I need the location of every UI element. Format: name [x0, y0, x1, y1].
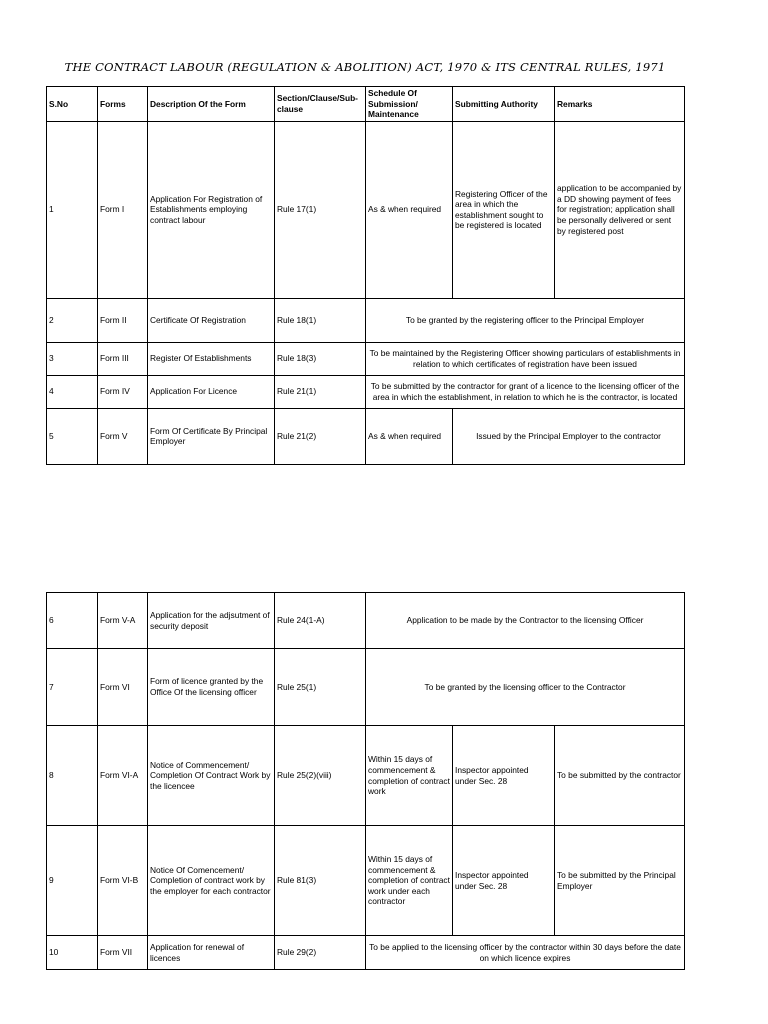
table-row: [47, 726, 685, 826]
cell-section: Rule 81(3): [275, 826, 366, 936]
cell-sno: 7: [47, 649, 98, 726]
table-row: [47, 593, 685, 649]
cell-sno: 10: [47, 936, 98, 970]
cell-description: Application for renewal of licences: [148, 936, 275, 970]
cell-form: Form VI-A: [98, 726, 148, 826]
cell-description: Notice of Commencement/ Completion Of Contract Work by the licencee: [148, 726, 275, 826]
header-description: Description Of the Form: [148, 87, 275, 122]
table-row: [47, 342, 685, 375]
cell-remarks: To be submitted by the Principal Employer: [555, 826, 685, 936]
cell-sno: 1: [47, 121, 98, 298]
cell-form: Form V: [98, 408, 148, 464]
header-remarks: Remarks: [555, 87, 685, 122]
cell-merged-note: To be granted by the registering officer to the Principal Employer: [366, 298, 685, 342]
cell-description: Application For Registration of Establishments employing contract labour: [148, 121, 275, 298]
table-row: [47, 298, 685, 342]
cell-section: Rule 25(2)(viii): [275, 726, 366, 826]
table-row: [47, 408, 685, 464]
cell-section: Rule 17(1): [275, 121, 366, 298]
cell-schedule: Within 15 days of commencement & completion of contract work under each contractor: [366, 826, 453, 936]
cell-merged-note: To be maintained by the Registering Officer showing particulars of establishments in relation to which certificates of registration have been issued: [366, 342, 685, 375]
cell-schedule: As & when required: [366, 408, 453, 464]
cell-section: Rule 29(2): [275, 936, 366, 970]
cell-description: Notice Of Comencement/ Completion of contract work by the employer for each contractor: [148, 826, 275, 936]
cell-form: Form I: [98, 121, 148, 298]
header-section: Section/Clause/Sub-clause: [275, 87, 366, 122]
cell-section: Rule 21(1): [275, 375, 366, 408]
cell-description: Form Of Certificate By Principal Employer: [148, 408, 275, 464]
cell-form: Form V-A: [98, 593, 148, 649]
forms-table-part-1: [46, 86, 685, 465]
cell-schedule: Within 15 days of commencement & completion of contract work: [366, 726, 453, 826]
cell-form: Form II: [98, 298, 148, 342]
cell-authority: Registering Officer of the area in which the establishment sought to be registered is located: [453, 121, 555, 298]
header-schedule: Schedule Of Submission/ Maintenance: [366, 87, 453, 122]
header-row: [47, 87, 685, 122]
cell-authority: Inspector appointed under Sec. 28: [453, 726, 555, 826]
cell-description: Register Of Establishments: [148, 342, 275, 375]
cell-sno: 3: [47, 342, 98, 375]
table-row: [47, 649, 685, 726]
cell-form: Form VI-B: [98, 826, 148, 936]
cell-authority: Inspector appointed under Sec. 28: [453, 826, 555, 936]
document-title: THE CONTRACT LABOUR (REGULATION & ABOLITION) ACT, 1970 & ITS CENTRAL RULES, 1971: [64, 60, 666, 74]
cell-form: Form IV: [98, 375, 148, 408]
cell-schedule: As & when required: [366, 121, 453, 298]
cell-form: Form VII: [98, 936, 148, 970]
cell-form: Form III: [98, 342, 148, 375]
cell-form: Form VI: [98, 649, 148, 726]
header-forms: Forms: [98, 87, 148, 122]
table-row: [47, 936, 685, 970]
cell-description: Form of licence granted by the Office Of the licensing officer: [148, 649, 275, 726]
cell-sno: 8: [47, 726, 98, 826]
cell-description: Application for the adjsutment of security deposit: [148, 593, 275, 649]
cell-section: Rule 24(1-A): [275, 593, 366, 649]
cell-description: Certificate Of Registration: [148, 298, 275, 342]
cell-section: Rule 18(3): [275, 342, 366, 375]
cell-section: Rule 21(2): [275, 408, 366, 464]
table-row: [47, 121, 685, 298]
table-row: [47, 375, 685, 408]
cell-section: Rule 18(1): [275, 298, 366, 342]
cell-sno: 2: [47, 298, 98, 342]
cell-remarks: To be submitted by the contractor: [555, 726, 685, 826]
header-authority: Submitting Authority: [453, 87, 555, 122]
forms-table-part-2: [46, 592, 685, 970]
cell-sno: 4: [47, 375, 98, 408]
cell-merged-note: Issued by the Principal Employer to the contractor: [453, 408, 685, 464]
cell-sno: 5: [47, 408, 98, 464]
cell-merged-note: To be submitted by the contractor for grant of a licence to the licensing officer of the area in which the establishment, in relation to which he is the contractor, is located: [366, 375, 685, 408]
cell-merged-note: Application to be made by the Contractor to the licensing Officer: [366, 593, 685, 649]
cell-section: Rule 25(1): [275, 649, 366, 726]
cell-merged-note: To be granted by the licensing officer to the Contractor: [366, 649, 685, 726]
cell-sno: 6: [47, 593, 98, 649]
cell-remarks: application to be accompanied by a DD showing payment of fees for registration; application shall be personally delivered or sent by registered post: [555, 121, 685, 298]
cell-merged-note: To be applied to the licensing officer by the contractor within 30 days before the date on which licence expires: [366, 936, 685, 970]
table-row: [47, 826, 685, 936]
header-sno: S.No: [47, 87, 98, 122]
cell-description: Application For Licence: [148, 375, 275, 408]
cell-sno: 9: [47, 826, 98, 936]
